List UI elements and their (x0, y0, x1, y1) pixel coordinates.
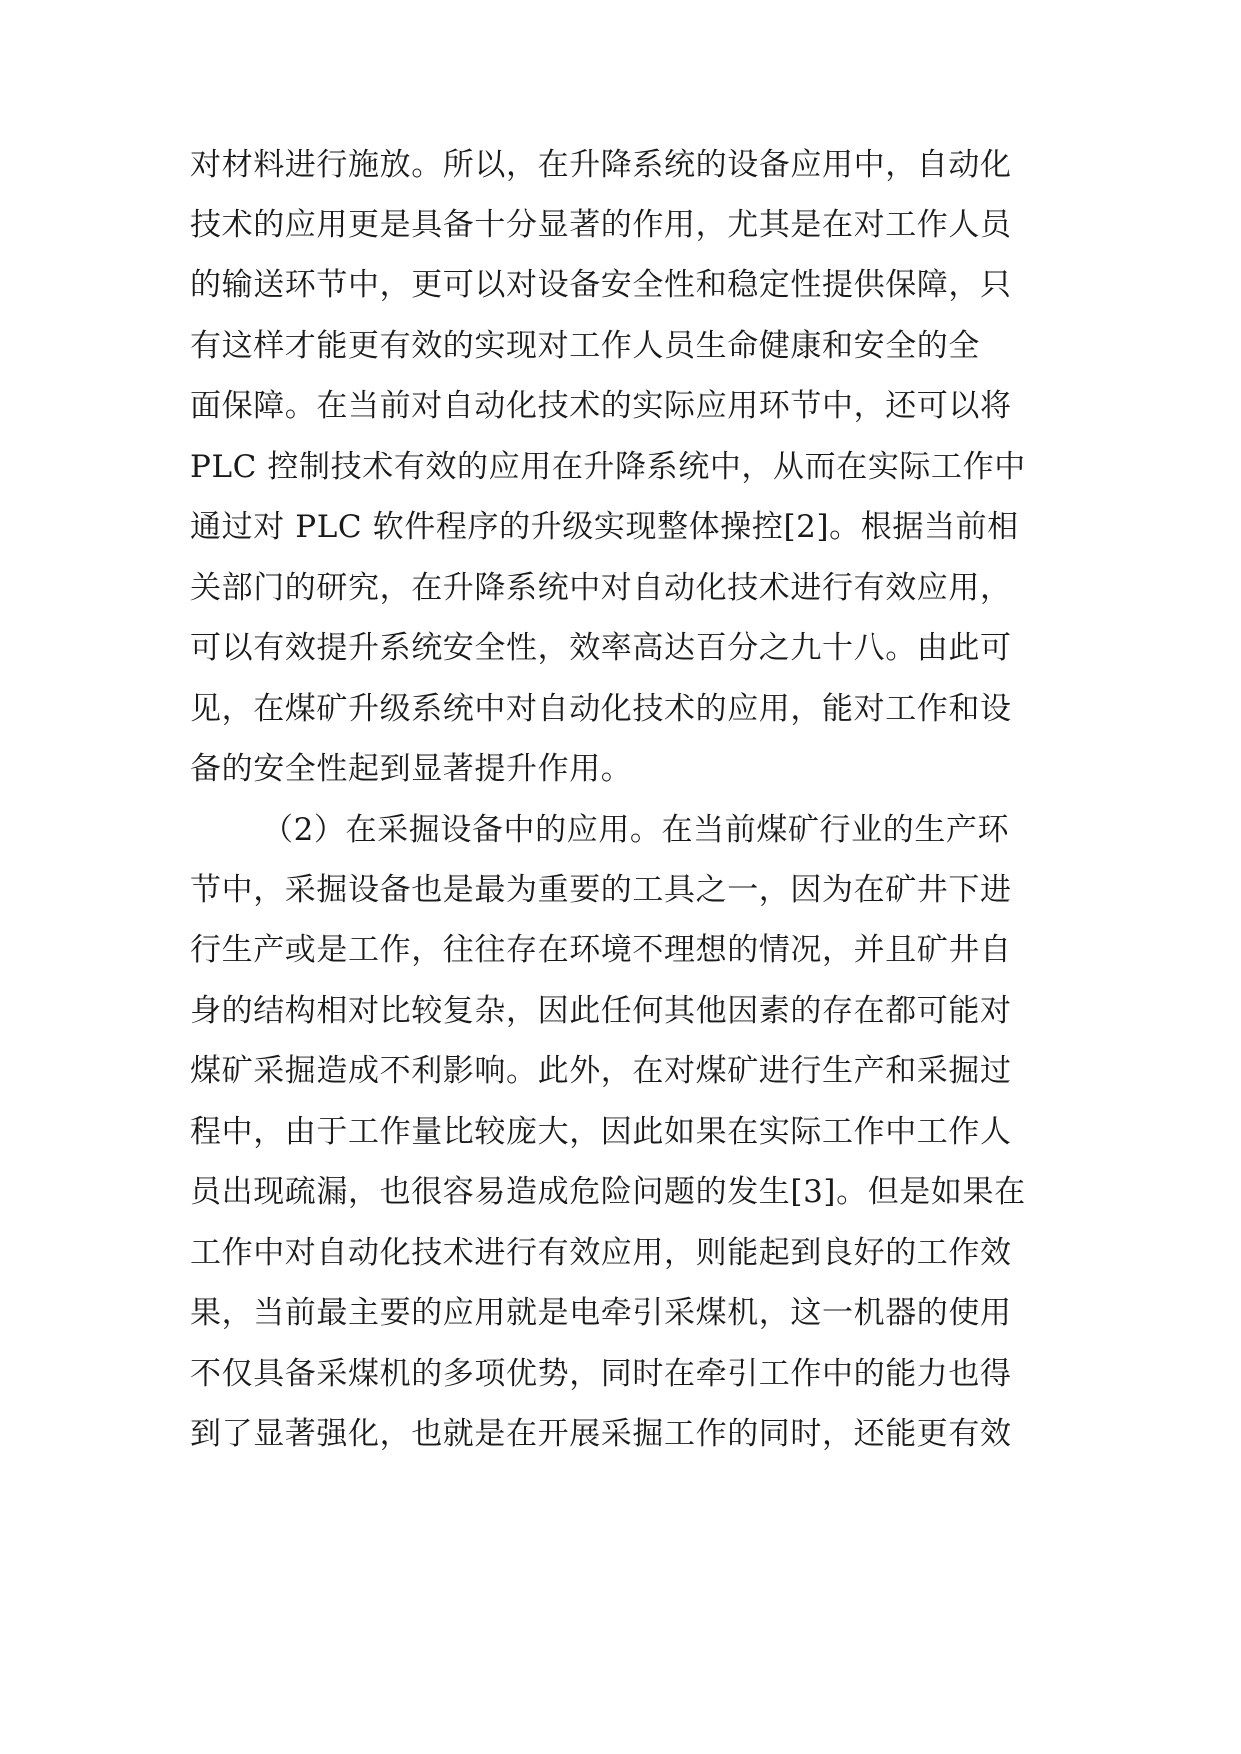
text-line: 技术的应用更是具备十分显著的作用，尤其是在对工作人员 (190, 207, 1012, 243)
text-line: 备的安全性起到显著提升作用。 (190, 751, 633, 787)
text-line: 可以有效提升系统安全性，效率高达百分之九十八。由此可 (190, 630, 1012, 666)
text-line: 煤矿采掘造成不利影响。此外，在对煤矿进行生产和采掘过 (190, 1053, 1012, 1089)
text-line: 到了显著强化，也就是在开展采掘工作的同时，还能更有效 (190, 1416, 1012, 1452)
text-line: 程中，由于工作量比较庞大，因此如果在实际工作中工作人 (190, 1114, 1012, 1150)
text-line: 有这样才能更有效的实现对工作人员生命健康和安全的全 (190, 328, 980, 364)
text-line: 见，在煤矿升级系统中对自动化技术的应用，能对工作和设 (190, 691, 1012, 727)
text-line: 对材料进行施放。所以，在升降系统的设备应用中，自动化 (190, 147, 1012, 183)
text-line: 行生产或是工作，往往存在环境不理想的情况，并且矿井自 (190, 932, 1012, 968)
text-line: 身的结构相对比较复杂，因此任何其他因素的存在都可能对 (190, 993, 1012, 1029)
text-line: 节中，采掘设备也是最为重要的工具之一，因为在矿井下进 (190, 872, 1012, 908)
text-line: PLC 控制技术有效的应用在升降系统中，从而在实际工作中 (190, 449, 1026, 485)
text-line: 面保障。在当前对自动化技术的实际应用环节中，还可以将 (190, 388, 1012, 424)
text-line: 的输送环节中，更可以对设备安全性和稳定性提供保障，只 (190, 267, 1012, 303)
text-line: 通过对 PLC 软件程序的升级实现整体操控[2]。根据当前相 (190, 509, 1019, 545)
text-line: 员出现疏漏，也很容易造成危险问题的发生[3]。但是如果在 (190, 1174, 1026, 1210)
paragraph-first-line: （2）在采掘设备中的应用。在当前煤矿行业的生产环 (262, 812, 1010, 848)
text-line: 工作中对自动化技术进行有效应用，则能起到良好的工作效 (190, 1235, 1012, 1271)
text-line: 果，当前最主要的应用就是电牵引采煤机，这一机器的使用 (190, 1295, 1012, 1331)
text-line: 关部门的研究，在升降系统中对自动化技术进行有效应用， (190, 570, 1012, 606)
text-line: 不仅具备采煤机的多项优势，同时在牵引工作中的能力也得 (190, 1356, 1012, 1392)
